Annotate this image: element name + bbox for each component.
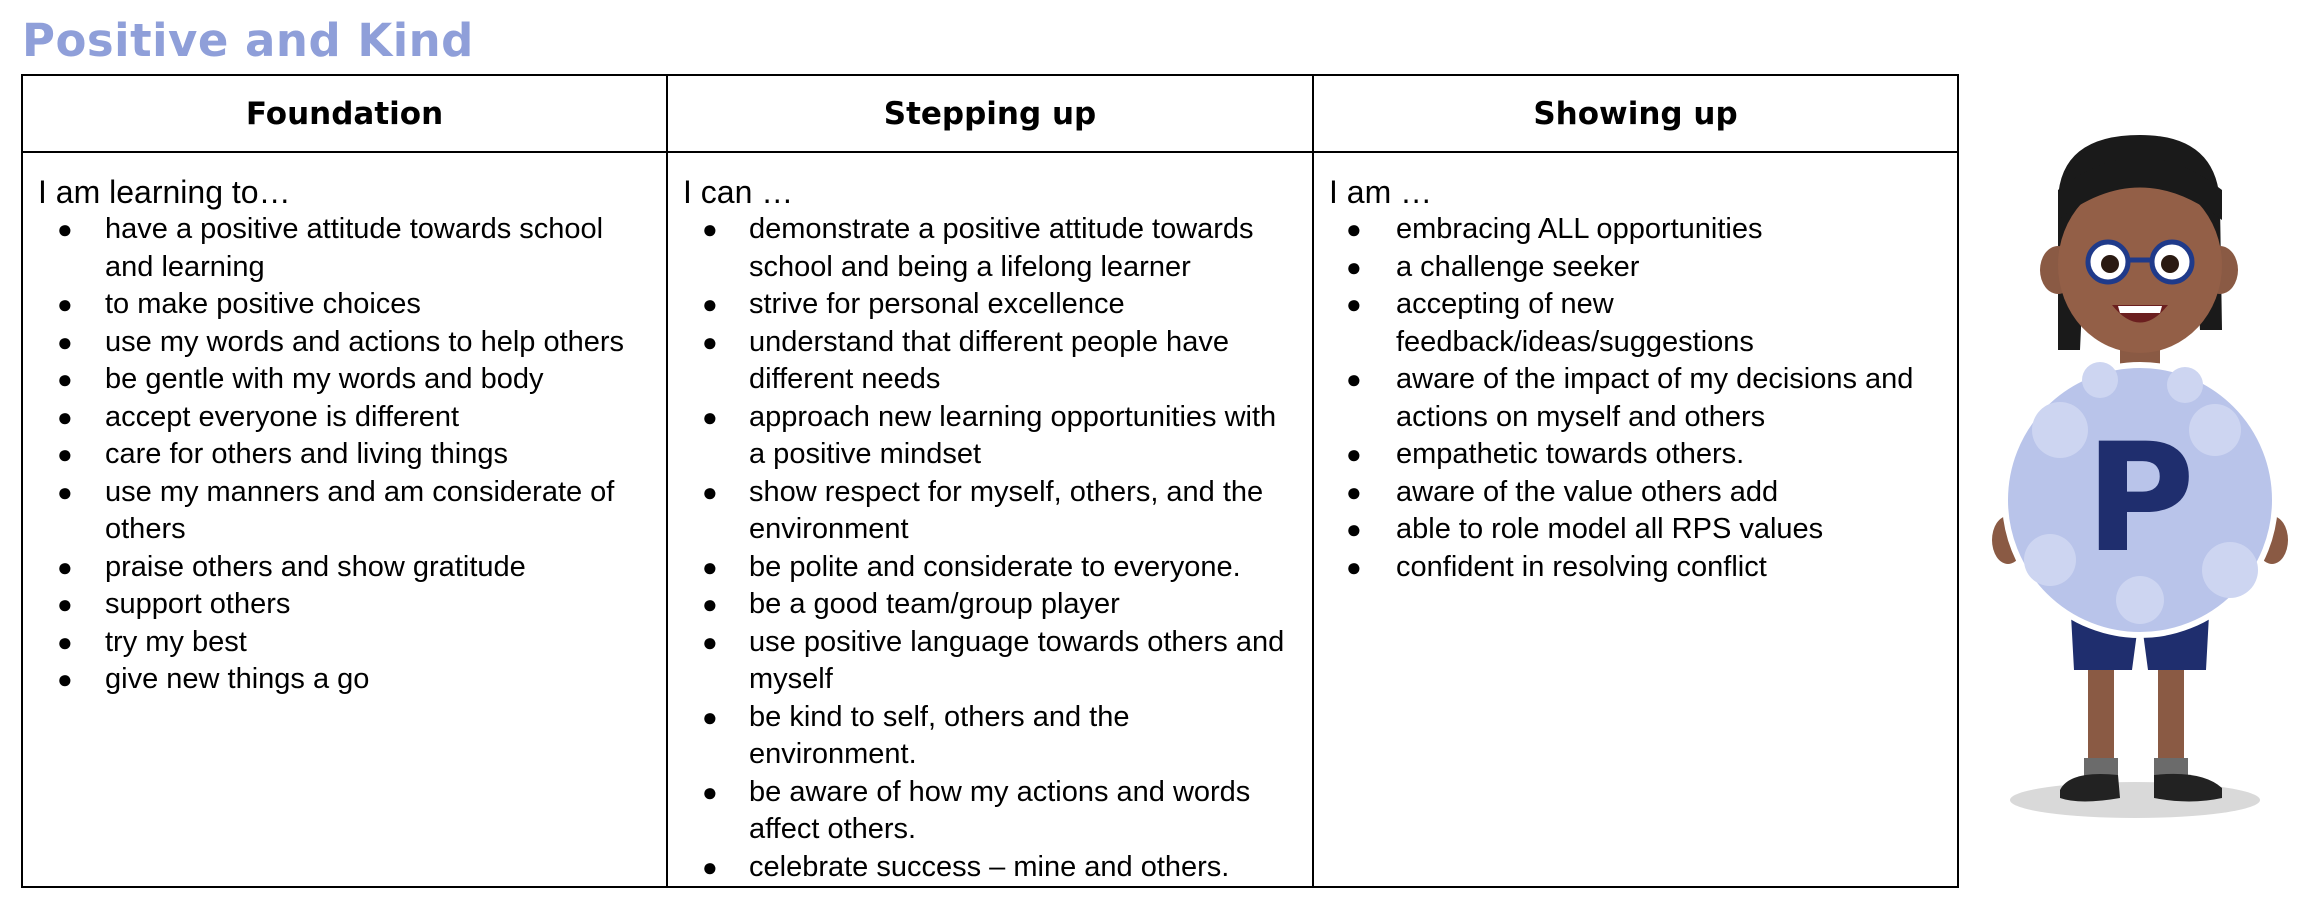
page-title: Positive and Kind	[22, 14, 474, 67]
mascot-shoe-right	[2154, 774, 2222, 802]
list-item-text: praise others and show gratitude	[105, 550, 526, 583]
mascot-eye-right	[2161, 255, 2179, 273]
bullet-icon: ●	[702, 326, 718, 357]
list-item	[683, 474, 1298, 549]
foundation-cell	[22, 152, 667, 887]
bullet-icon: ●	[57, 664, 73, 694]
bullet-icon: ●	[1346, 214, 1362, 244]
bullet-icon: ●	[57, 289, 73, 319]
bullet-icon: ●	[57, 401, 73, 432]
bullet-icon: ●	[1346, 476, 1362, 507]
bullet-icon: ●	[57, 326, 73, 357]
list-item	[683, 549, 1298, 587]
list-item-text: to make positive choices	[105, 288, 421, 320]
bullet-icon: ●	[702, 214, 718, 244]
bullet-icon: ●	[57, 364, 73, 394]
list-item-text: care for others and living things	[105, 438, 508, 470]
list-item	[1329, 511, 1943, 549]
values-table	[21, 74, 1959, 888]
mascot-illustration	[1990, 130, 2290, 830]
list-item-text: be a good team/group player	[749, 588, 1120, 620]
bullet-icon: ●	[702, 626, 718, 657]
list-item	[683, 586, 1298, 624]
bullet-icon: ●	[57, 589, 73, 619]
content-row	[22, 152, 1958, 887]
header-row	[22, 75, 1958, 152]
list-item	[1329, 249, 1943, 287]
list-item-text: accept everyone is different	[105, 400, 460, 433]
list-item	[38, 399, 652, 437]
showing-up-cell	[1313, 152, 1958, 887]
list-item	[38, 324, 652, 362]
list-item-text: aware of the value others add	[1396, 475, 1779, 508]
list-item-text: use positive language towards others and myself	[749, 625, 1285, 695]
list-item-text: embracing ALL opportunities	[1396, 213, 1763, 245]
list-item-text: accepting of new feedback/ideas/suggestions	[1396, 288, 1754, 358]
list-item-text: be aware of how my actions and words affect others.	[749, 775, 1251, 845]
list-item	[1329, 361, 1943, 436]
list-item	[1329, 286, 1943, 361]
bullet-icon: ●	[702, 776, 718, 807]
stepping-up-intro: I can …	[683, 174, 794, 210]
foundation-list	[38, 211, 652, 699]
mascot-teeth	[2118, 306, 2162, 313]
list-item-text: confident in resolving conflict	[1396, 550, 1767, 583]
list-item	[683, 211, 1298, 286]
bullet-icon: ●	[1346, 251, 1362, 282]
mascot-badge-letter: P	[2085, 412, 2195, 586]
list-item-text: a challenge seeker	[1396, 250, 1640, 283]
bullet-icon: ●	[702, 289, 718, 319]
list-item	[1329, 474, 1943, 512]
bullet-icon: ●	[702, 476, 718, 507]
list-item-text: use my words and actions to help others	[105, 325, 625, 358]
showing-up-list	[1329, 211, 1943, 586]
bullet-icon: ●	[702, 589, 718, 619]
list-item-text: give new things a go	[105, 663, 370, 695]
mascot-shoe-left	[2060, 774, 2120, 802]
list-item-text: able to role model all RPS values	[1396, 513, 1824, 545]
list-item-text: try my best	[105, 625, 247, 658]
list-item	[38, 361, 652, 399]
list-item	[683, 699, 1298, 774]
bullet-icon: ●	[57, 439, 73, 469]
list-item	[38, 286, 652, 324]
list-item-text: empathetic towards others.	[1396, 438, 1745, 470]
list-item	[1329, 211, 1943, 249]
list-item-text: be kind to self, others and the environment.	[749, 700, 1130, 770]
header-stepping-up: Stepping up	[667, 75, 1313, 152]
showing-up-intro: I am …	[1329, 174, 1433, 210]
bullet-icon: ●	[1346, 364, 1362, 394]
list-item	[1329, 549, 1943, 587]
list-item	[683, 324, 1298, 399]
list-item	[38, 474, 652, 549]
stepping-up-cell	[667, 152, 1313, 887]
mascot-shadow	[2010, 782, 2260, 818]
list-item	[38, 211, 652, 286]
bullet-icon: ●	[57, 476, 73, 507]
list-item-text: support others	[105, 588, 291, 620]
list-item	[38, 549, 652, 587]
list-item-text: celebrate success – mine and others.	[749, 850, 1230, 883]
mascot-eye-left	[2101, 255, 2119, 273]
list-item-text: understand that different people have different needs	[749, 325, 1229, 395]
list-item-text: use my manners and am considerate of others	[105, 475, 615, 545]
list-item	[1329, 436, 1943, 474]
list-item	[683, 849, 1298, 887]
bullet-icon: ●	[702, 401, 718, 432]
bullet-icon: ●	[702, 851, 718, 882]
list-item	[683, 286, 1298, 324]
header-foundation: Foundation	[22, 75, 667, 152]
bullet-icon: ●	[702, 701, 718, 732]
list-item-text: demonstrate a positive attitude towards school and being a lifelong learner	[749, 213, 1254, 283]
list-item	[683, 399, 1298, 474]
bullet-icon: ●	[1346, 439, 1362, 469]
list-item-text: have a positive attitude towards school and learning	[105, 213, 604, 283]
list-item-text: be polite and considerate to everyone.	[749, 550, 1241, 583]
bullet-icon: ●	[57, 626, 73, 657]
list-item	[38, 661, 652, 699]
bullet-icon: ●	[1346, 289, 1362, 319]
bullet-icon: ●	[1346, 551, 1362, 582]
list-item-text: show respect for myself, others, and the environment	[749, 475, 1264, 545]
list-item	[38, 624, 652, 662]
foundation-intro: I am learning to…	[38, 174, 291, 210]
list-item-text: strive for personal excellence	[749, 288, 1125, 320]
list-item	[38, 436, 652, 474]
bullet-icon: ●	[702, 551, 718, 582]
list-item-text: approach new learning opportunities with a positive mindset	[749, 400, 1277, 470]
list-item	[38, 586, 652, 624]
bullet-icon: ●	[1346, 514, 1362, 544]
list-item	[683, 774, 1298, 849]
list-item-text: be gentle with my words and body	[105, 363, 544, 395]
stepping-up-list	[683, 211, 1298, 886]
bullet-icon: ●	[57, 214, 73, 244]
list-item-text: aware of the impact of my decisions and actions on myself and others	[1396, 363, 1914, 433]
list-item	[683, 624, 1298, 699]
header-showing-up: Showing up	[1313, 75, 1958, 152]
bullet-icon: ●	[57, 551, 73, 582]
